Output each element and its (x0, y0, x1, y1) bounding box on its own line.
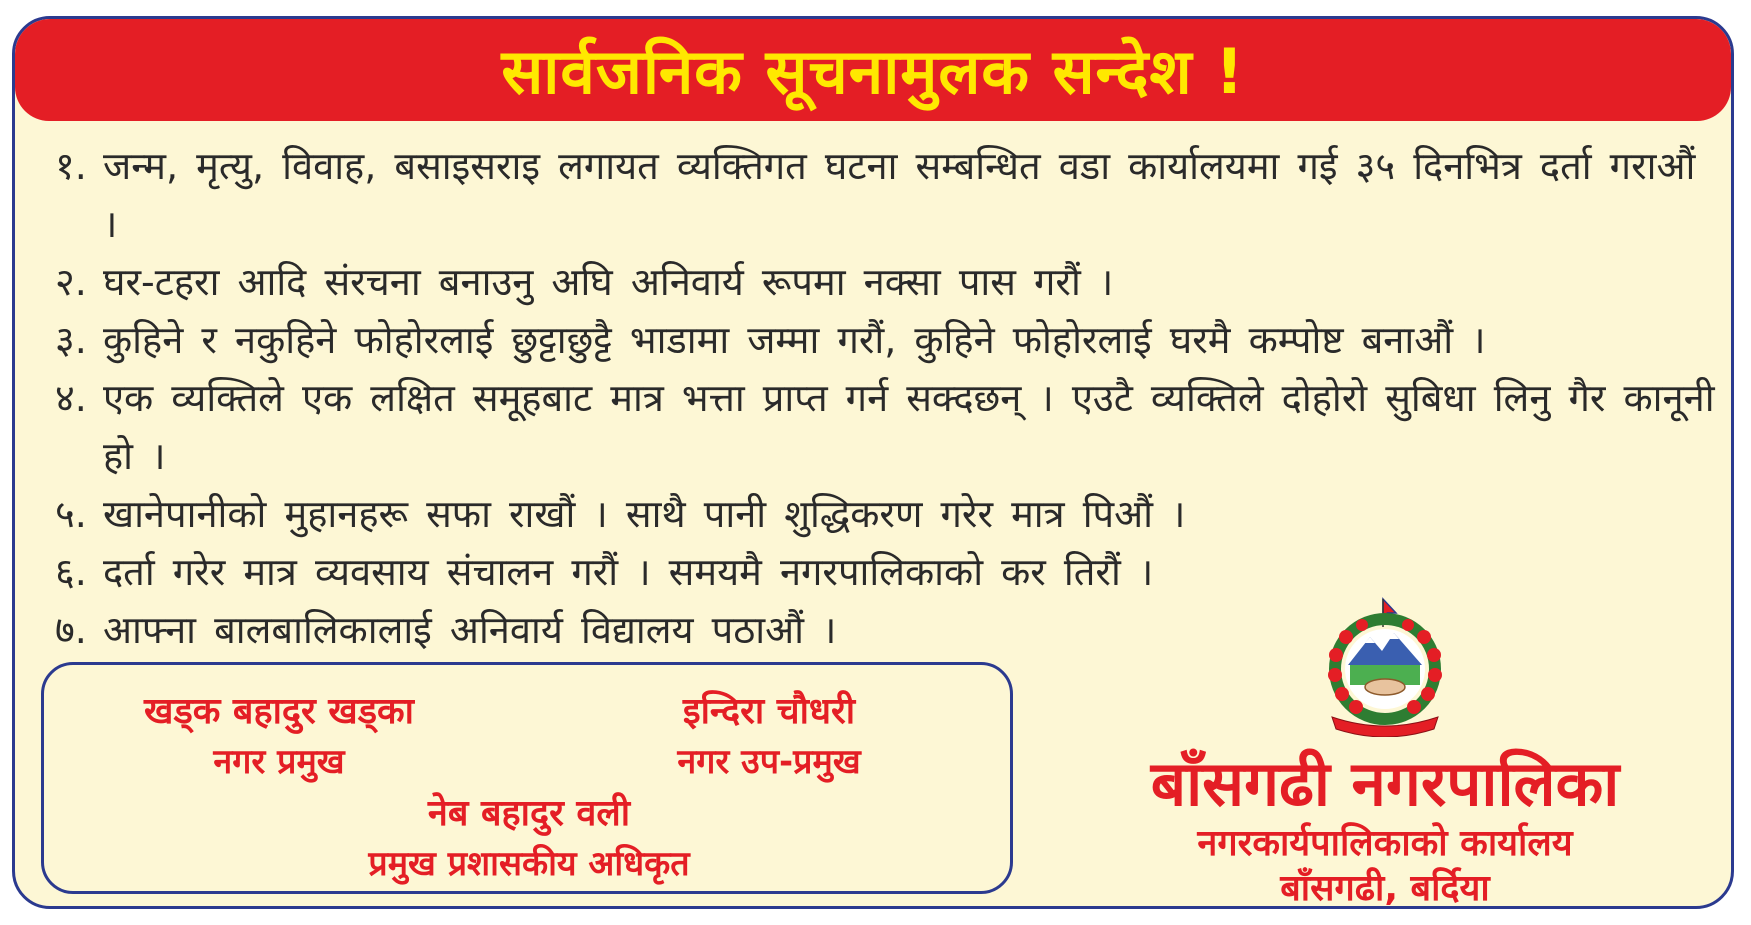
notice-title: सार्वजनिक सूचनामुलक सन्देश ! (501, 35, 1245, 108)
deputy-mayor-role: नगर उप-प्रमुख (677, 742, 861, 782)
point-number: ६. (55, 550, 87, 594)
notice-point (55, 543, 1715, 601)
deputy-mayor-name: इन्दिरा चौधरी (682, 691, 856, 732)
municipality-name: बाँसगढी नगरपालिका (1150, 747, 1620, 820)
notice-point (55, 137, 1715, 253)
nepal-government-emblem-icon (1310, 597, 1460, 737)
point-text: जन्म, मृत्यु, विवाह, बसाइसराइ लगायत व्यक्तिगत घटना सम्बन्धित वडा कार्यालयमा गई ३५ दिनभित्र दर्ता गराऔं । (103, 144, 1696, 246)
title-bar (15, 19, 1731, 121)
point-text: एक व्यक्तिले एक लक्षित समूहबाट मात्र भत्ता प्राप्त गर्न सक्दछन् । एउटै व्यक्तिले दोहोरो सुबिधा लिनु गैर कानूनी हो । (103, 376, 1715, 478)
notice-point (55, 253, 1715, 311)
mayor-block (89, 687, 469, 787)
notice-board (12, 16, 1734, 909)
emblem-graphic (1310, 597, 1460, 737)
point-text: दर्ता गरेर मात्र व्यवसाय संचालन गरौं । समयमै नगरपालिकाको कर तिरौं । (103, 550, 1154, 594)
cao-block (294, 789, 764, 889)
point-number: २. (55, 260, 87, 304)
municipality-block (1055, 747, 1715, 909)
municipality-address: बाँसगढी, बर्दिया (1280, 868, 1490, 909)
notice-point (55, 369, 1715, 485)
point-number: ४. (55, 376, 87, 420)
cao-name: नेब बहादुर वली (427, 793, 631, 834)
point-text: कुहिने र नकुहिने फोहोरलाई छुट्टाछुट्टै भाडामा जम्मा गरौं, कुहिने फोहोरलाई घरमै कम्पोष्ट बनाऔं । (103, 318, 1486, 362)
officials-box (41, 662, 1013, 894)
point-number: ७. (55, 608, 87, 652)
cao-role: प्रमुख प्रशासकीय अधिकृत (368, 844, 690, 884)
point-number: ५. (55, 492, 87, 536)
mayor-role: नगर प्रमुख (213, 742, 345, 782)
notice-point (55, 601, 1715, 659)
notice-points-list (55, 137, 1715, 659)
notice-point (55, 485, 1715, 543)
point-text: आफ्ना बालबालिकालाई अनिवार्य विद्यालय पठाऔं । (103, 608, 837, 652)
point-text: घर-टहरा आदि संरचना बनाउनु अघि अनिवार्य रूपमा नक्सा पास गरौं । (103, 260, 1114, 304)
point-number: १. (55, 144, 87, 188)
deputy-mayor-block (604, 687, 934, 787)
municipality-office: नगरकार्यपालिकाको कार्यालय (1197, 823, 1573, 864)
notice-point (55, 311, 1715, 369)
emblem-handshake (1365, 679, 1405, 695)
point-number: ३. (55, 318, 87, 362)
point-text: खानेपानीको मुहानहरू सफा राखौं । साथै पानी शुद्धिकरण गरेर मात्र पिऔं । (103, 492, 1186, 536)
mayor-name: खड्क बहादुर खड्का (144, 691, 414, 732)
